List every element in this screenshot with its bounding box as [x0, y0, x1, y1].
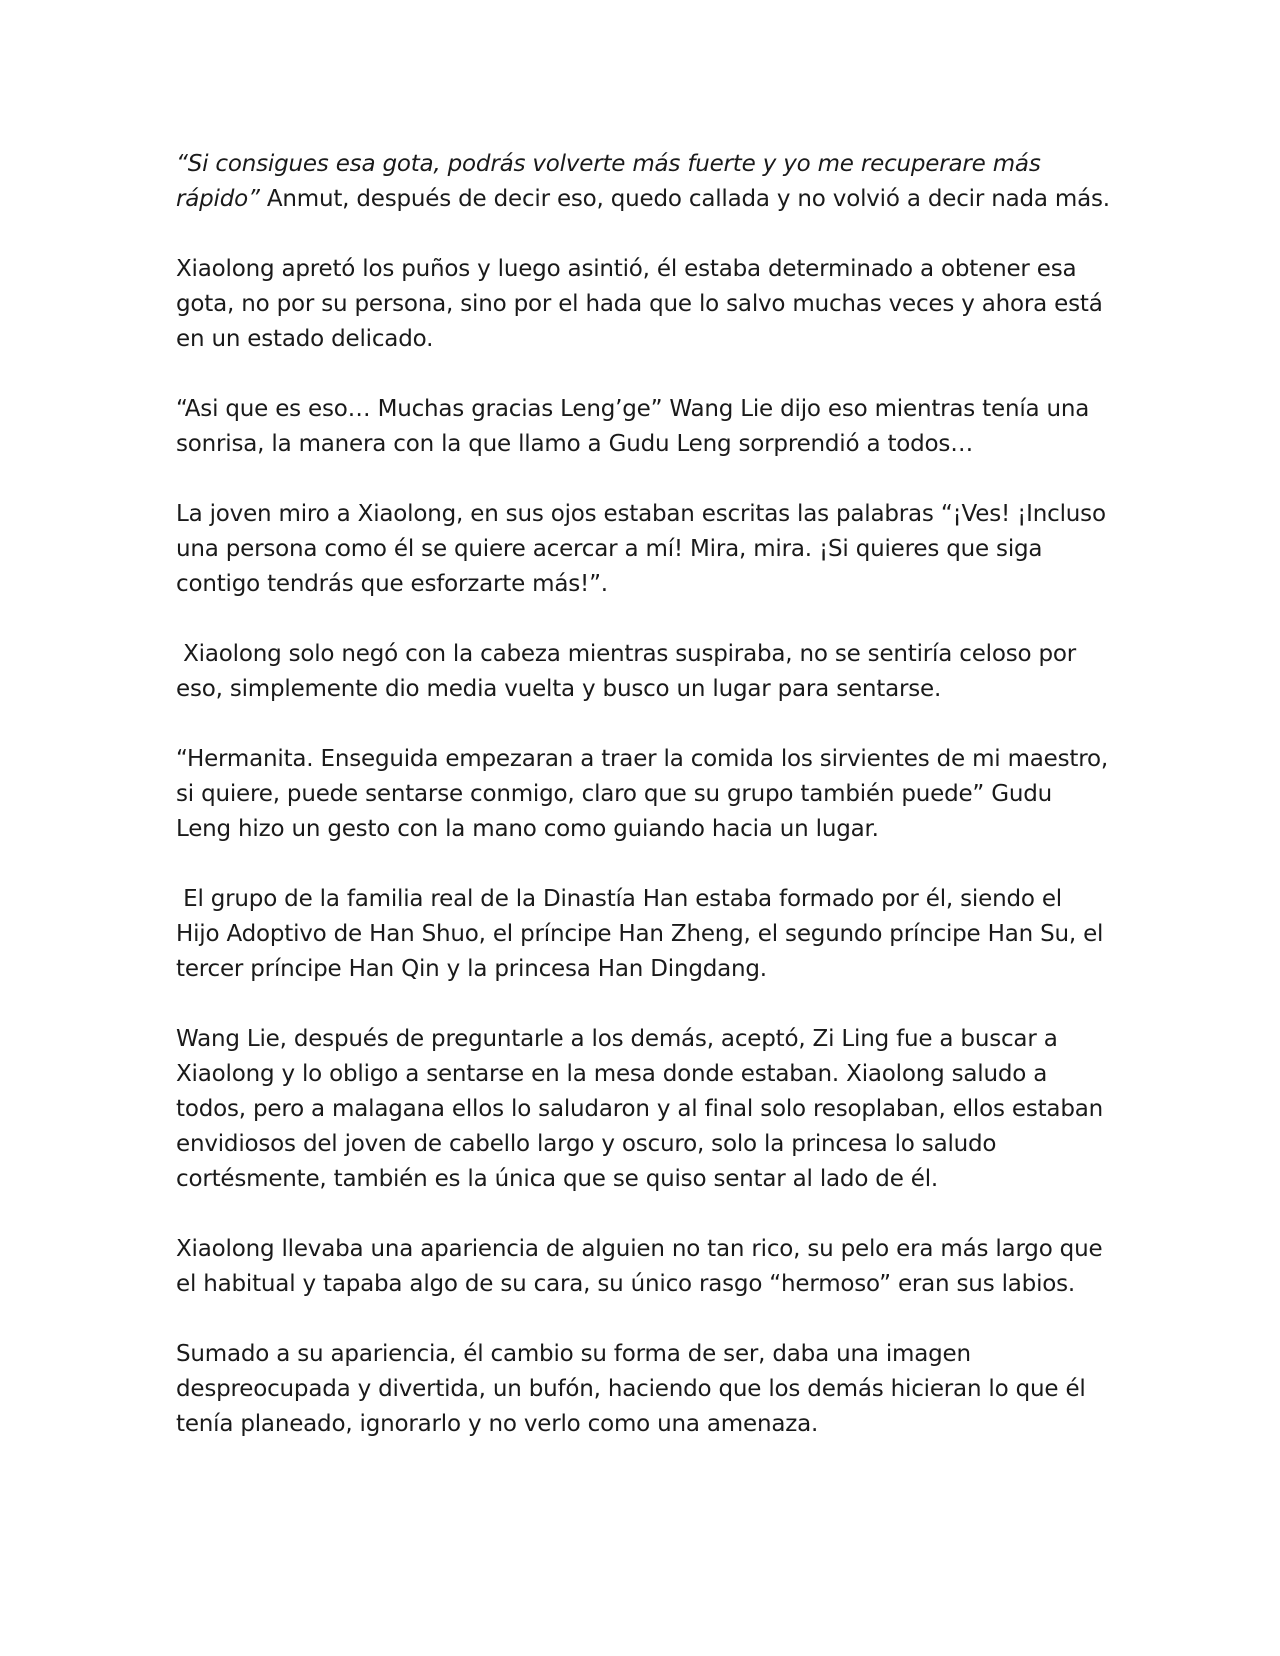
- paragraph-6-text: “Hermanita. Enseguida empezaran a traer la comida los sirvientes de mi maestro, si quiere, puede sentarse conmigo, claro que su grupo también puede” Gudu Leng hizo un gesto con la mano como guiando hacia un lugar.: [176, 746, 1116, 842]
- paragraph-1-italic: “Si consigues esa gota, podrás volverte más fuerte y yo me recuperare más rápido”: [176, 151, 1048, 212]
- paragraph-6: [176, 742, 1116, 847]
- paragraph-9: [176, 1232, 1111, 1302]
- paragraph-8: [176, 1022, 1111, 1197]
- paragraph-8-text: Wang Lie, después de preguntarle a los demás, aceptó, Zi Ling fue a buscar a Xiaolong y lo obligo a sentarse en la mesa donde estaban. Xiaolong saludo a todos, pero a malagana ellos lo saludaron y al final solo resoplaban, ellos estaban envidiosos del joven de cabello largo y oscuro, solo la princesa lo saludo cortésmente, también es la única que se quiso sentar al lado de él.: [176, 1026, 1111, 1192]
- paragraph-1: [176, 147, 1111, 217]
- paragraph-7-text: El grupo de la familia real de la Dinastía Han estaba formado por él, siendo el Hijo Adoptivo de Han Shuo, el príncipe Han Zheng, el segundo príncipe Han Su, el tercer príncipe Han Qin y la princesa Han Dingdang.: [176, 886, 1111, 982]
- paragraph-4-text: La joven miro a Xiaolong, en sus ojos estaban escritas las palabras “¡Ves! ¡Incluso una persona como él se quiere acercar a mí! Mira, mira. ¡Si quieres que siga contigo tendrás que esforzarte más!”.: [176, 501, 1113, 597]
- paragraph-9-text: Xiaolong llevaba una apariencia de alguien no tan rico, su pelo era más largo que el habitual y tapaba algo de su cara, su único rasgo “hermoso” eran sus labios.: [176, 1236, 1110, 1297]
- document-body: [176, 147, 1116, 1477]
- paragraph-2-text: Xiaolong apretó los puños y luego asintió, él estaba determinado a obtener esa gota, no por su persona, sino por el hada que lo salvo muchas veces y ahora está en un estado delicado.: [176, 256, 1110, 352]
- paragraph-10: [176, 1337, 1111, 1442]
- paragraph-5: [176, 637, 1111, 707]
- paragraph-4: [176, 497, 1111, 602]
- paragraph-5-text: Xiaolong solo negó con la cabeza mientras suspiraba, no se sentiría celoso por eso, simplemente dio media vuelta y busco un lugar para sentarse.: [176, 641, 1084, 702]
- paragraph-10-text: Sumado a su apariencia, él cambio su forma de ser, daba una imagen despreocupada y divertida, un bufón, haciendo que los demás hicieran lo que él tenía planeado, ignorarlo y no verlo como una amenaza.: [176, 1341, 1093, 1437]
- paragraph-3: [176, 392, 1111, 462]
- paragraph-7: [176, 882, 1111, 987]
- paragraph-2: [176, 252, 1111, 357]
- paragraph-3-text: “Asi que es eso… Muchas gracias Leng’ge” Wang Lie dijo eso mientras tenía una sonrisa, la manera con la que llamo a Gudu Leng sorprendió a todos…: [176, 396, 1097, 457]
- paragraph-1-text: Anmut, después de decir eso, quedo callada y no volvió a decir nada más.: [259, 186, 1110, 212]
